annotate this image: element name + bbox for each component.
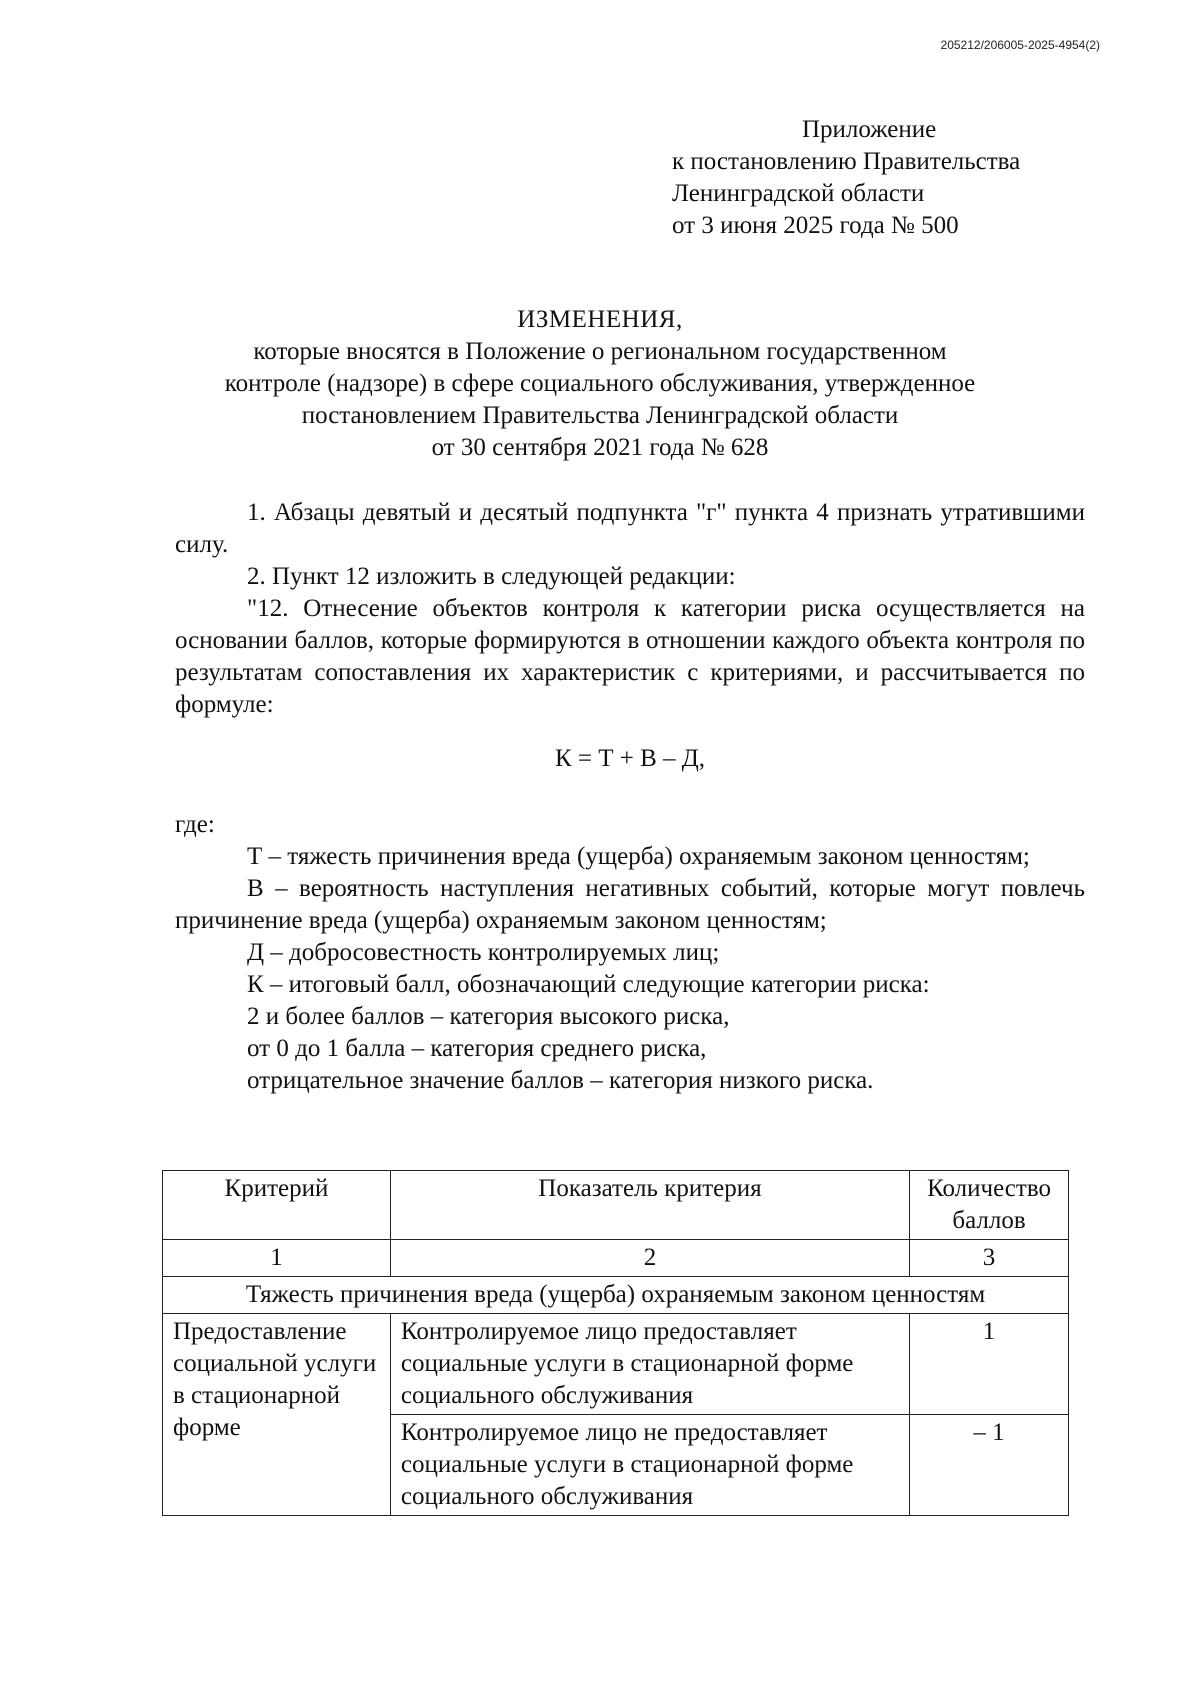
title-line: постановлением Правительства Ленинградской области <box>301 402 899 429</box>
appendix-line: Приложение <box>802 116 937 143</box>
paragraph-1: 1. Абзацы девятый и десятый подпункта "г" пункта 4 признать утратившими силу. <box>175 499 1085 558</box>
paragraph-3: "12. Отнесение объектов контроля к категории риска осуществляется на основании баллов, которые формируются в отношении каждого объекта контроля по результатам сопоставления их характеристик с критериями, и рассчитывается по формуле: <box>175 595 1085 718</box>
table-header-row <box>163 1171 1069 1240</box>
header-indicator: Показатель критерия <box>390 1171 909 1240</box>
appendix-block <box>672 114 1020 242</box>
indicator-cell: Контролируемое лицо не предоставляет социальные услуги в стационарной форме социального обслуживания <box>390 1415 909 1516</box>
points-cell: – 1 <box>910 1415 1069 1516</box>
criteria-table <box>162 1170 1069 1516</box>
where-label: где: <box>175 811 215 838</box>
category-high: 2 и более баллов – категория высокого риска, <box>247 1003 730 1030</box>
column-number: 3 <box>910 1240 1069 1277</box>
column-number: 1 <box>163 1240 391 1277</box>
table-number-row <box>163 1240 1069 1277</box>
document-number: 205212/206005-2025-4954(2) <box>940 38 1100 52</box>
title-line: контроле (надзоре) в сфере социального обслуживания, утвержденное <box>224 370 976 397</box>
header-points: Количество баллов <box>910 1171 1069 1240</box>
title-line: от 30 сентября 2021 года № 628 <box>431 434 769 461</box>
section-heading: Тяжесть причинения вреда (ущерба) охраняемым законом ценностям <box>163 1277 1069 1314</box>
appendix-line: Ленинградской области <box>672 180 925 207</box>
indicator-cell: Контролируемое лицо предоставляет социальные услуги в стационарной форме социального обслуживания <box>390 1314 909 1415</box>
title-line: которые вносятся в Положение о региональном государственном <box>253 338 947 365</box>
points-cell: 1 <box>910 1314 1069 1415</box>
title-heading: ИЗМЕНЕНИЯ, <box>517 306 683 333</box>
document-body <box>175 497 1085 1097</box>
paragraph-2: 2. Пункт 12 изложить в следующей редакции: <box>247 563 736 590</box>
definition-k: К – итоговый балл, обозначающий следующие категории риска: <box>247 971 930 998</box>
category-medium: от 0 до 1 балла – категория среднего риска, <box>247 1035 707 1062</box>
appendix-line: от 3 июня 2025 года № 500 <box>672 212 959 239</box>
document-title <box>0 304 1200 464</box>
definition-v: В – вероятность наступления негативных событий, которые могут повлечь причинение вреда (ущерба) охраняемым законом ценностям; <box>175 875 1085 934</box>
category-low: отрицательное значение баллов – категория низкого риска. <box>247 1067 874 1094</box>
table-section-row <box>163 1277 1069 1314</box>
definition-d: Д – добросовестность контролируемых лиц; <box>247 939 720 966</box>
appendix-line: к постановлению Правительства <box>672 148 1021 175</box>
criterion-cell: Предоставление социальной услуги в стационарной форме <box>163 1314 391 1516</box>
table-row <box>163 1314 1069 1415</box>
definition-t: Т – тяжесть причинения вреда (ущерба) охраняемым законом ценностям; <box>247 843 1030 870</box>
header-criterion: Критерий <box>163 1171 391 1240</box>
column-number: 2 <box>390 1240 909 1277</box>
formula: К = Т + В – Д, <box>554 745 706 772</box>
